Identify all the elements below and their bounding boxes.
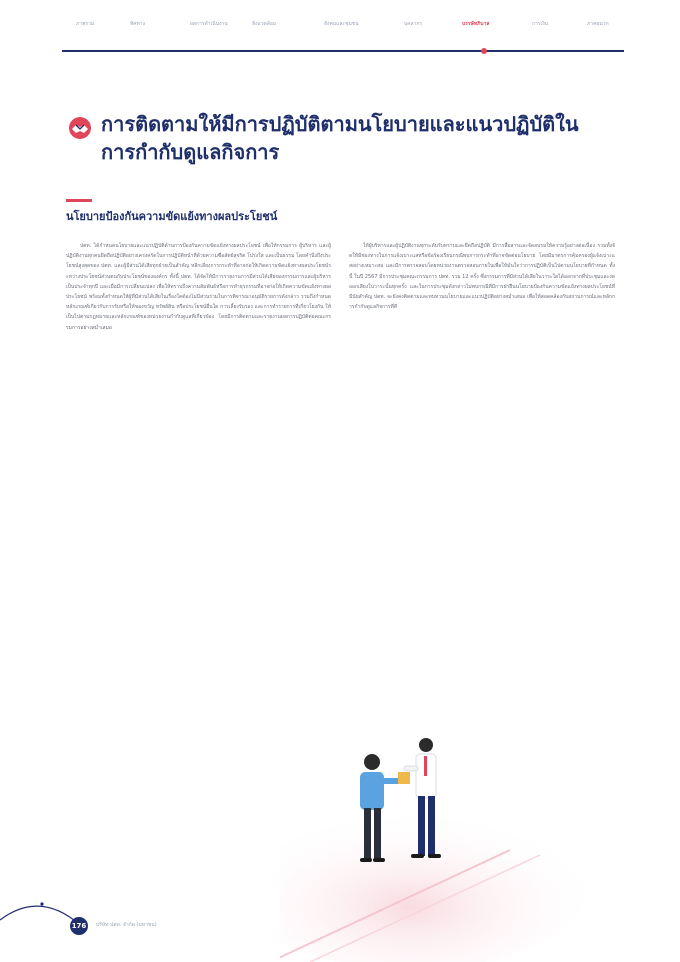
section-subtitle: นโยบายป้องกันความขัดแย้งทางผลประโยชน์ (66, 210, 278, 223)
nav-item-environment[interactable]: สิ่งแวดล้อม (252, 21, 277, 27)
two-people-handshake-illustration (280, 700, 680, 962)
nav-item-overview[interactable]: ภาพรวม (76, 21, 95, 27)
top-navigation (62, 14, 624, 54)
nav-item-governance[interactable]: บรรษัทภิบาล (462, 21, 490, 27)
nav-item-appendix[interactable]: ภาคผนวก (587, 21, 609, 27)
package-icon (398, 772, 410, 784)
footer-document-title: บริษัท ปตท. จำกัด (มหาชน) (96, 922, 157, 928)
nav-divider-line (62, 50, 624, 52)
body-paragraph-left: ปตท. ได้กำหนดนโยบายและแนวปฏิบัติด้านการป้องกันความขัดแย้งทางผลประโยชน์ เพื่อให้กรรมการ ผู้บริหาร และผู้ปฏิบัติงานทุกคนยึดถือปฏิบัติอย่างเคร่งครัดในการปฏิบัติหน้าที่ด้วยความซื่อสัตย์สุจริต โปร่งใส และเป็นธรรม โดยคำนึงถึงประโยชน์สูงสุดของ ปตท. และผู้มีส่วนได้เสียทุกฝ่ายเป็นสำคัญ หลีกเลี่ยงการกระทำที่อาจก่อให้เกิดความขัดแย้งทางผลประโยชน์ระหว่างประโยชน์ส่วนตนกับประโยชน์ขององค์กร ทั้งนี้ ปตท. ได้จัดให้มีการรายงานการมีส่วนได้เสียของกรรมการและผู้บริหารเป็นประจำทุกปี และเมื่อมีการเปลี่ยนแปลง เพื่อให้ทราบถึงความสัมพันธ์หรือการทำธุรกรรมที่อาจก่อให้เกิดความขัดแย้งทางผลประโยชน์ พร้อมทั้งกำหนดให้ผู้ที่มีส่วนได้เสียในเรื่องใดต้องไม่มีส่วนร่วมในการพิจารณาอนุมัติรายการดังกล่าว รวมถึงกำหนดหลักเกณฑ์เกี่ยวกับการรับหรือให้ของขวัญ ทรัพย์สิน หรือประโยชน์อื่นใด การเลี้ยงรับรอง และการทำรายการที่เกี่ยวโยงกัน ให้เป็นไปตามกฎหมายและหลักเกณฑ์ของหน่วยงานกำกับดูแลที่เกี่ยวข้อง โดยมีการติดตามและรายงานผลการปฏิบัติต่อคณะกรรมการอย่างสม่ำเสมอ (66, 243, 331, 331)
page-number: 176 (70, 917, 88, 935)
nav-active-indicator (481, 48, 487, 54)
page-title: การติดตามให้มีการปฏิบัติตามนโยบายและแนวปฏิบัติในการกำกับดูแลกิจการ (101, 112, 579, 164)
nav-item-finance[interactable]: การเงิน (532, 21, 549, 27)
nav-item-people[interactable]: บุคลากร (404, 21, 423, 27)
nav-item-direction[interactable]: ทิศทาง (130, 21, 146, 27)
body-column-left (66, 241, 331, 585)
body-column-right (349, 241, 615, 571)
nav-item-society[interactable]: สังคมและชุมชน (324, 21, 359, 27)
body-paragraph-right: ให้ผู้บริหารและผู้ปฏิบัติงานทุกระดับรับทราบและยึดถือปฏิบัติ มีการสื่อสารและจัดอบรมให้ความรู้อย่างต่อเนื่อง รวมทั้งจัดให้มีช่องทางในการแจ้งเบาะแสหรือข้อร้องเรียนกรณีพบการกระทำที่อาจขัดต่อนโยบาย โดยมีมาตรการคุ้มครองผู้แจ้งเบาะแสอย่างเหมาะสม และมีการตรวจสอบโดยหน่วยงานตรวจสอบภายในเพื่อให้มั่นใจว่าการปฏิบัติเป็นไปตามนโยบายที่กำหนด ทั้งนี้ ในปี 2567 มีการประชุมคณะกรรมการ ปตท. รวม 12 ครั้ง ซึ่งกรรมการที่มีส่วนได้เสียในวาระใดได้ออกจากที่ประชุมและงดออกเสียงในวาระนั้นทุกครั้ง และในการประชุมดังกล่าวไม่พบกรณีที่มีการฝ่าฝืนนโยบายป้องกันความขัดแย้งทางผลประโยชน์ที่มีนัยสำคัญ ปตท. จะยังคงติดตามและทบทวนนโยบายและแนวปฏิบัติอย่างสม่ำเสมอ เพื่อให้สอดคล้องกับสถานการณ์และหลักการกำกับดูแลกิจการที่ดี (349, 243, 615, 311)
handshake-icon (68, 116, 92, 140)
section-accent-bar (66, 199, 92, 202)
nav-item-performance[interactable]: ผลการดำเนินงาน (190, 21, 228, 27)
